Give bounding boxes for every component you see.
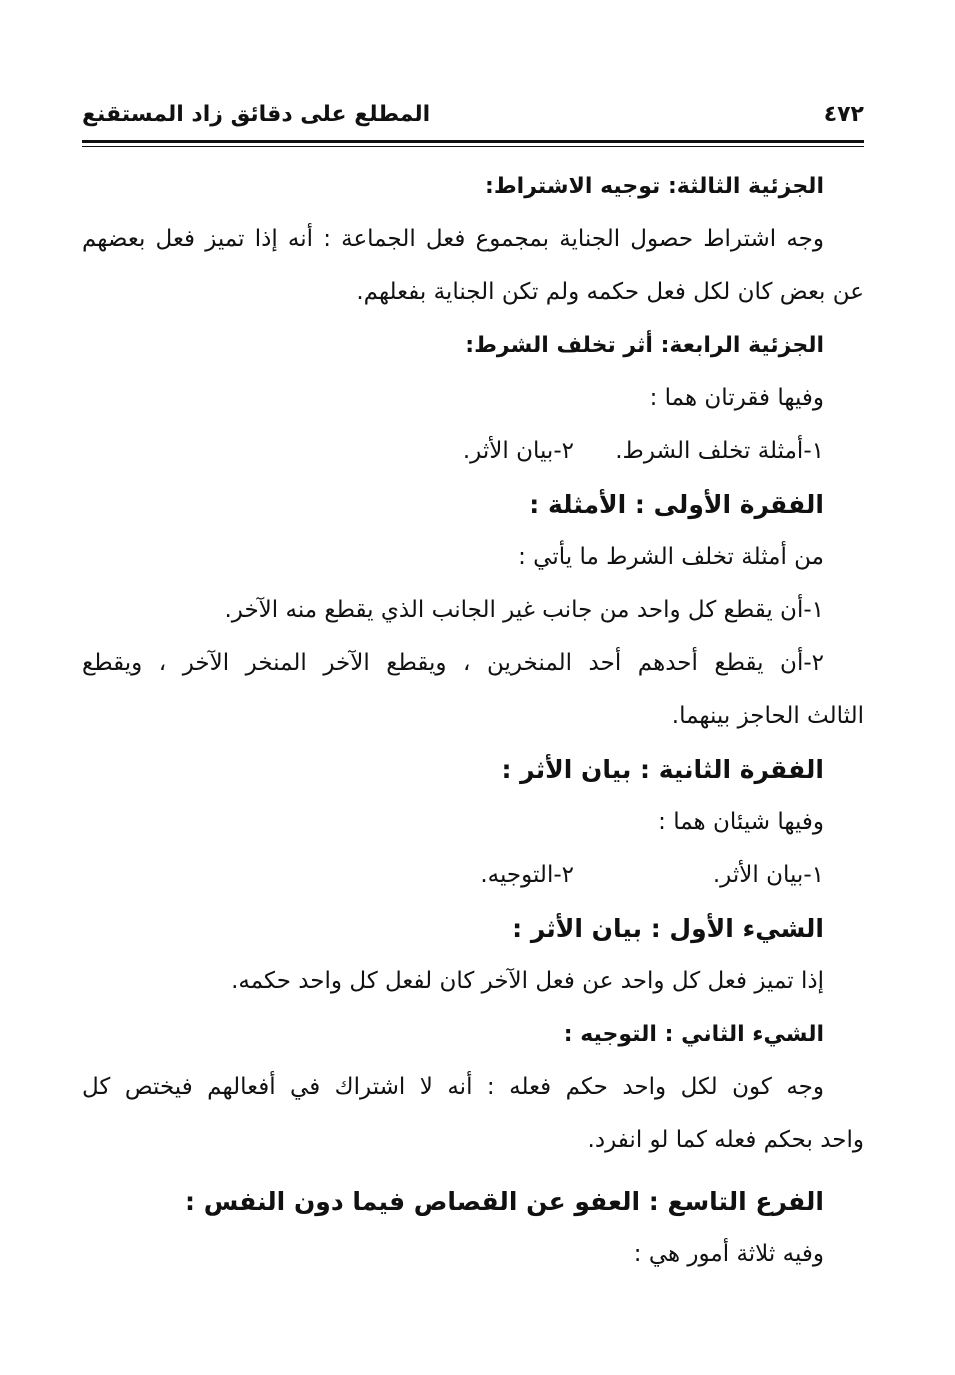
page-header xyxy=(82,96,864,136)
paragraph-line: وجه كون لكل واحد حكم فعله : أنه لا اشتراك في أفعالهم فيختص كل xyxy=(82,1074,824,1100)
page-body xyxy=(82,160,864,1281)
heading-first-paragraph: الفقرة الأولى : الأمثلة : xyxy=(529,490,824,519)
heading-third-part: الجزئية الثالثة: توجيه الاشتراط: xyxy=(485,174,824,199)
list-item: ٢-بيان الأثر. xyxy=(462,438,574,464)
paragraph-line: واحد بحكم فعله كما لو انفرد. xyxy=(587,1127,864,1153)
heading-first-thing: الشيء الأول : بيان الأثر : xyxy=(512,914,824,943)
list-item: ٢-التوجيه. xyxy=(480,862,574,888)
paragraph-line: إذا تميز فعل كل واحد عن فعل الآخر كان لفعل كل واحد حكمه. xyxy=(231,968,824,994)
heading-second-paragraph: الفقرة الثانية : بيان الأثر : xyxy=(501,755,824,784)
two-item-list xyxy=(82,849,824,902)
list-item: ١-بيان الأثر. xyxy=(712,862,824,888)
two-item-list xyxy=(82,425,824,478)
paragraph-line: من أمثلة تخلف الشرط ما يأتي : xyxy=(518,544,824,570)
paragraph-line: وفيه ثلاثة أمور هي : xyxy=(633,1241,824,1267)
heading-ninth-branch: الفرع التاسع : العفو عن القصاص فيما دون النفس : xyxy=(185,1187,824,1216)
running-title: المطلع على دقائق زاد المستقنع xyxy=(82,102,431,127)
paragraph-line: عن بعض كان لكل فعل حكمه ولم تكن الجناية بفعلهم. xyxy=(356,279,864,305)
paragraph-line: وجه اشتراط حصول الجناية بمجموع فعل الجماعة : أنه إذا تميز فعل بعضهم xyxy=(82,226,824,252)
paragraph-line: وفيها شيئان هما : xyxy=(658,809,824,835)
page-number: ٤٧٢ xyxy=(823,102,864,127)
heading-second-thing: الشيء الثاني : التوجيه : xyxy=(563,1022,824,1047)
spacer xyxy=(82,1167,824,1175)
list-item: ١-أمثلة تخلف الشرط. xyxy=(615,438,824,464)
paragraph-line: وفيها فقرتان هما : xyxy=(649,385,824,411)
header-rule-thin xyxy=(82,146,864,147)
paragraph-line: الثالث الحاجز بينهما. xyxy=(671,703,864,729)
paragraph-line: ٢-أن يقطع أحدهم أحد المنخرين ، ويقطع الآخر المنخر الآخر ، ويقطع xyxy=(82,650,824,676)
paragraph-line: ١-أن يقطع كل واحد من جانب غير الجانب الذي يقطع منه الآخر. xyxy=(224,597,824,623)
heading-fourth-part: الجزئية الرابعة: أثر تخلف الشرط: xyxy=(465,333,824,358)
header-rule-thick xyxy=(82,140,864,143)
